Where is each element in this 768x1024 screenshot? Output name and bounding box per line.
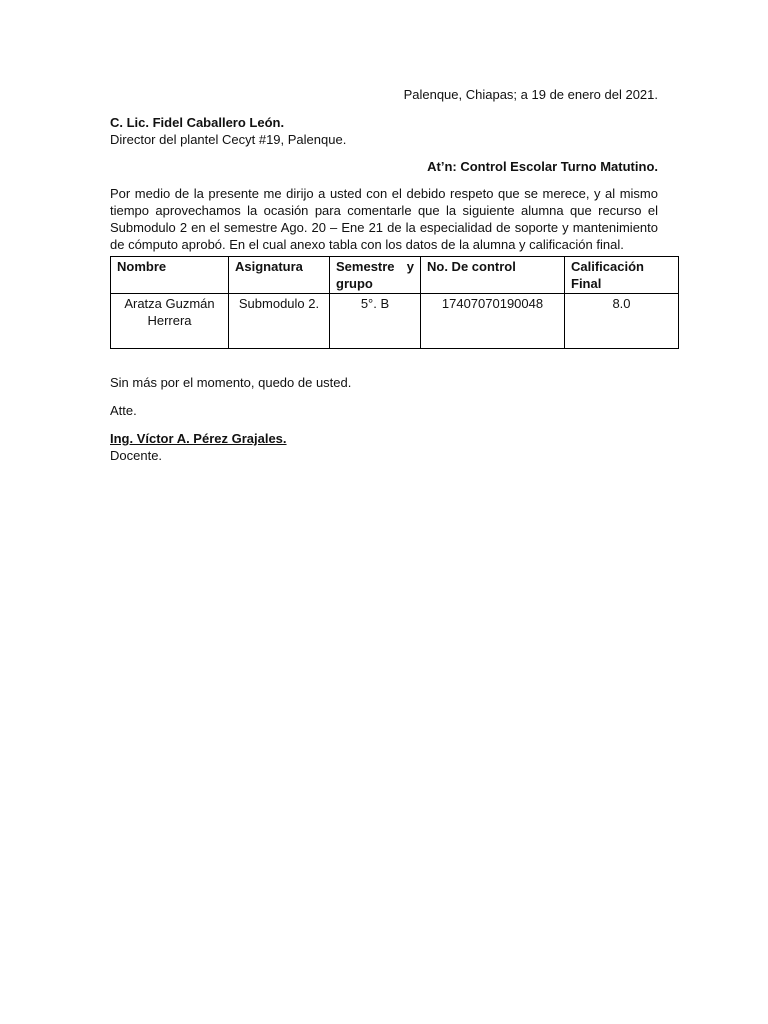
- attention-line: At’n: Control Escolar Turno Matutino.: [427, 159, 658, 174]
- header-semestre-word: Semestre: [336, 259, 395, 274]
- table-row: [111, 294, 679, 349]
- header-calificacion: Calificación Final: [565, 257, 679, 294]
- cell-calificacion: 8.0: [565, 294, 679, 349]
- date-line: Palenque, Chiapas; a 19 de enero del 2021.: [403, 87, 658, 102]
- closing-line: Sin más por el momento, quedo de usted.: [110, 375, 352, 390]
- header-semestre-grupo: grupo: [336, 276, 373, 291]
- atte-line: Atte.: [110, 403, 137, 418]
- cell-semestre: 5°. B: [330, 294, 421, 349]
- header-asignatura: Asignatura: [229, 257, 330, 294]
- header-control: No. De control: [421, 257, 565, 294]
- letter-body: Por medio de la presente me dirijo a usted con el debido respeto que se merece, y al mismo tiempo aprovechamos la ocasión para comentarle que la siguiente alumna que recurso el Submodulo 2 en el semestre Ago. 20 – Ene 21 de la especialidad de soporte y mantenimiento de cómputo aprobó. En el cual anexo tabla con los datos de la alumna y calificación final.: [110, 186, 658, 252]
- recipient-name: C. Lic. Fidel Caballero León.: [110, 115, 285, 130]
- header-semestre-y: y: [406, 259, 414, 274]
- header-nombre: Nombre: [111, 257, 229, 294]
- grades-table: [110, 256, 679, 349]
- recipient-title: Director del plantel Cecyt #19, Palenque.: [110, 132, 347, 147]
- signer-role: Docente.: [110, 448, 163, 463]
- table-header-row: [111, 257, 679, 294]
- letter-page: [110, 86, 658, 464]
- cell-nombre: Aratza Guzmán Herrera: [111, 294, 229, 349]
- cell-asignatura: Submodulo 2.: [229, 294, 330, 349]
- cell-control: 17407070190048: [421, 294, 565, 349]
- header-semestre: [330, 257, 421, 294]
- signer-name: Ing. Víctor A. Pérez Grajales.: [110, 431, 287, 446]
